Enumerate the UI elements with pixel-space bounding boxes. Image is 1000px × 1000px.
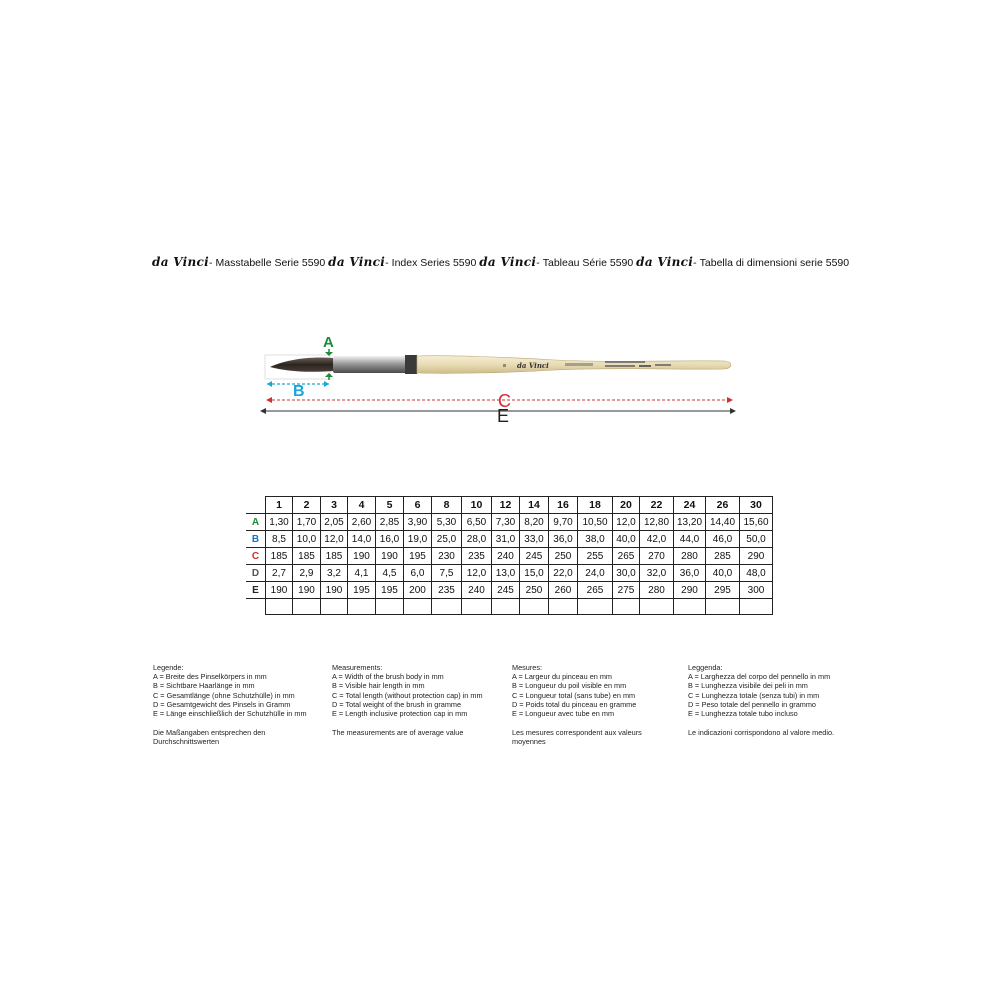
table-cell: 195 bbox=[376, 582, 404, 599]
legend-line: C = Total length (without protection cap) in mm bbox=[332, 690, 483, 700]
table-cell: 280 bbox=[674, 548, 706, 565]
table-cell: 3,90 bbox=[404, 514, 432, 531]
row-label: B bbox=[246, 531, 266, 548]
table-row bbox=[246, 582, 773, 599]
table-cell: 190 bbox=[348, 548, 376, 565]
table-cell: 230 bbox=[432, 548, 462, 565]
table-cell: 44,0 bbox=[674, 531, 706, 548]
table-cell-empty bbox=[640, 599, 674, 615]
table-cell: 30,0 bbox=[613, 565, 640, 582]
table-cell: 14,40 bbox=[706, 514, 740, 531]
table-cell: 28,0 bbox=[462, 531, 492, 548]
label-c: C bbox=[498, 391, 511, 411]
size-header-cell: 16 bbox=[549, 497, 578, 514]
legend-line: A = Largeur du pinceau en mm bbox=[512, 672, 612, 682]
size-table bbox=[246, 496, 773, 615]
table-cell: 260 bbox=[549, 582, 578, 599]
table-cell-empty bbox=[404, 599, 432, 615]
table-cell: 185 bbox=[293, 548, 321, 565]
table-cell: 245 bbox=[492, 582, 520, 599]
table-cell: 40,0 bbox=[613, 531, 640, 548]
row-label: E bbox=[246, 582, 266, 599]
table-cell: 2,05 bbox=[321, 514, 348, 531]
legend-line: A = Width of the brush body in mm bbox=[332, 672, 444, 682]
table-cell: 15,0 bbox=[520, 565, 549, 582]
legend-fr bbox=[512, 663, 682, 747]
brush-hair bbox=[270, 358, 333, 372]
table-cell: 280 bbox=[640, 582, 674, 599]
legend-title: Legende: bbox=[153, 663, 184, 672]
table-cell: 16,0 bbox=[376, 531, 404, 548]
davinci-logo: da Vinci bbox=[636, 255, 694, 269]
size-header-cell: 18 bbox=[578, 497, 613, 514]
table-cell-empty bbox=[492, 599, 520, 615]
size-header-cell: 6 bbox=[404, 497, 432, 514]
title-de: Masstabelle Serie 5590 bbox=[215, 257, 326, 269]
table-cell: 42,0 bbox=[640, 531, 674, 548]
size-header-cell: 5 bbox=[376, 497, 404, 514]
table-cell: 250 bbox=[520, 582, 549, 599]
size-header-cell: 26 bbox=[706, 497, 740, 514]
brush-diagram bbox=[255, 325, 755, 430]
legend-line: A = Larghezza del corpo del pennello in mm bbox=[688, 672, 831, 682]
legend-line: C = Lunghezza totale (senza tubi) in mm bbox=[688, 690, 820, 700]
table-cell: 40,0 bbox=[706, 565, 740, 582]
table-corner bbox=[246, 497, 266, 514]
table-cell: 46,0 bbox=[706, 531, 740, 548]
legend-line: B = Visible hair length in mm bbox=[332, 681, 425, 691]
table-cell: 4,1 bbox=[348, 565, 376, 582]
table-cell: 240 bbox=[492, 548, 520, 565]
table-row bbox=[246, 531, 773, 548]
table-cell-empty bbox=[348, 599, 376, 615]
legend-note: Les mesures correspondent aux valeurs moyennes bbox=[512, 728, 642, 747]
table-cell: 15,60 bbox=[740, 514, 773, 531]
table-cell: 190 bbox=[293, 582, 321, 599]
legend-title: Measurements: bbox=[332, 663, 383, 672]
size-header-cell: 22 bbox=[640, 497, 674, 514]
table-cell: 36,0 bbox=[549, 531, 578, 548]
table-cell: 38,0 bbox=[578, 531, 613, 548]
table-cell: 24,0 bbox=[578, 565, 613, 582]
table-row bbox=[246, 548, 773, 565]
size-header-cell: 3 bbox=[321, 497, 348, 514]
table-cell: 250 bbox=[549, 548, 578, 565]
header-title-line: da Vinci- Masstabelle Serie 5590 da Vinci- Index Series 5590 da Vinci- Tableau Série 5590 da Vinci- Tabella di dimensioni serie 5590 bbox=[152, 255, 850, 269]
table-cell: 13,0 bbox=[492, 565, 520, 582]
legend-line: E = Länge einschließlich der Schutzhülle in mm bbox=[153, 709, 307, 719]
legend-note: Le indicazioni corrispondono al valore medio. bbox=[688, 728, 835, 738]
table-cell: 8,5 bbox=[266, 531, 293, 548]
size-header-cell: 12 bbox=[492, 497, 520, 514]
table-cell: 4,5 bbox=[376, 565, 404, 582]
legend-line: C = Gesamtlänge (ohne Schutzhülle) in mm bbox=[153, 690, 295, 700]
table-cell: 1,70 bbox=[293, 514, 321, 531]
row-label: A bbox=[246, 514, 266, 531]
legend-it bbox=[688, 663, 858, 737]
table-cell: 240 bbox=[462, 582, 492, 599]
legend-line: B = Lunghezza visibile dei peli in mm bbox=[688, 681, 808, 691]
table-cell-empty bbox=[613, 599, 640, 615]
table-cell: 25,0 bbox=[432, 531, 462, 548]
table-cell: 5,30 bbox=[432, 514, 462, 531]
size-header-cell: 14 bbox=[520, 497, 549, 514]
table-cell: 200 bbox=[404, 582, 432, 599]
label-a: A bbox=[323, 334, 334, 351]
table-cell: 6,0 bbox=[404, 565, 432, 582]
table-cell: 245 bbox=[520, 548, 549, 565]
table-cell: 285 bbox=[706, 548, 740, 565]
table-cell: 2,60 bbox=[348, 514, 376, 531]
size-header-row bbox=[246, 497, 773, 514]
legend-line: C = Longueur total (sans tube) en mm bbox=[512, 690, 636, 700]
legend-de bbox=[153, 663, 323, 747]
table-cell: 265 bbox=[613, 548, 640, 565]
davinci-logo: da Vinci bbox=[479, 255, 537, 269]
table-cell-empty bbox=[462, 599, 492, 615]
table-cell: 12,0 bbox=[321, 531, 348, 548]
table-cell: 32,0 bbox=[640, 565, 674, 582]
size-header-cell: 10 bbox=[462, 497, 492, 514]
table-cell: 12,80 bbox=[640, 514, 674, 531]
table-cell-empty bbox=[706, 599, 740, 615]
table-cell-empty bbox=[432, 599, 462, 615]
size-header-cell: 8 bbox=[432, 497, 462, 514]
table-cell: 7,5 bbox=[432, 565, 462, 582]
legend-line: D = Total weight of the brush in gramme bbox=[332, 699, 462, 709]
row-label: D bbox=[246, 565, 266, 582]
table-cell-empty bbox=[520, 599, 549, 615]
brush-ferrule bbox=[333, 356, 415, 373]
size-header-cell: 30 bbox=[740, 497, 773, 514]
table-cell: 195 bbox=[404, 548, 432, 565]
title-it: Tabella di dimensioni serie 5590 bbox=[699, 257, 850, 269]
table-cell: 290 bbox=[740, 548, 773, 565]
table-cell: 275 bbox=[613, 582, 640, 599]
table-row bbox=[246, 514, 773, 531]
table-cell: 36,0 bbox=[674, 565, 706, 582]
table-cell-empty bbox=[293, 599, 321, 615]
davinci-logo: da Vinci bbox=[152, 255, 209, 269]
table-cell: 190 bbox=[266, 582, 293, 599]
table-cell-empty bbox=[266, 599, 293, 615]
table-cell-empty bbox=[740, 599, 773, 615]
table-cell: 190 bbox=[321, 582, 348, 599]
size-header-cell: 2 bbox=[293, 497, 321, 514]
table-cell: 235 bbox=[432, 582, 462, 599]
table-cell: 185 bbox=[321, 548, 348, 565]
table-cell: 1,30 bbox=[266, 514, 293, 531]
table-cell: 50,0 bbox=[740, 531, 773, 548]
legend-title: Leggenda: bbox=[688, 663, 723, 672]
table-row bbox=[246, 565, 773, 582]
davinci-logo: da Vinci bbox=[328, 255, 386, 269]
table-cell: 265 bbox=[578, 582, 613, 599]
table-cell: 190 bbox=[376, 548, 404, 565]
table-cell: 12,0 bbox=[613, 514, 640, 531]
table-cell: 10,50 bbox=[578, 514, 613, 531]
legend-line: D = Peso totale del pennello in grammo bbox=[688, 699, 816, 709]
table-cell: 33,0 bbox=[520, 531, 549, 548]
table-cell: 300 bbox=[740, 582, 773, 599]
legend-note: The measurements are of average value bbox=[332, 728, 464, 738]
table-cell: 22,0 bbox=[549, 565, 578, 582]
legend-line: E = Length inclusive protection cap in mm bbox=[332, 709, 468, 719]
table-cell: 2,7 bbox=[266, 565, 293, 582]
size-header-cell: 1 bbox=[266, 497, 293, 514]
handle-imprint-logo: da Vinci bbox=[517, 361, 549, 370]
table-cell: 31,0 bbox=[492, 531, 520, 548]
table-cell: 7,30 bbox=[492, 514, 520, 531]
table-cell-empty bbox=[246, 599, 266, 615]
table-cell: 12,0 bbox=[462, 565, 492, 582]
table-cell: 2,85 bbox=[376, 514, 404, 531]
table-cell: 14,0 bbox=[348, 531, 376, 548]
legend-line: A = Breite des Pinselkörpers in mm bbox=[153, 672, 267, 682]
table-cell-empty bbox=[578, 599, 613, 615]
table-cell: 6,50 bbox=[462, 514, 492, 531]
legend-line: E = Longueur avec tube en mm bbox=[512, 709, 615, 719]
table-cell-empty bbox=[321, 599, 348, 615]
label-b: B bbox=[293, 383, 305, 400]
legend-en bbox=[332, 663, 502, 737]
size-header-cell: 20 bbox=[613, 497, 640, 514]
legend-line: B = Longueur du poil visible en mm bbox=[512, 681, 627, 691]
title-fr: Tableau Série 5590 bbox=[542, 257, 634, 269]
table-cell-empty bbox=[549, 599, 578, 615]
table-cell: 195 bbox=[348, 582, 376, 599]
legend-note: Die Maßangaben entsprechen den Durchschnittswerten bbox=[153, 728, 266, 747]
legend-line: D = Gesamtgewicht des Pinsels in Gramm bbox=[153, 699, 291, 709]
table-cell: 10,0 bbox=[293, 531, 321, 548]
size-header-cell: 24 bbox=[674, 497, 706, 514]
title-en: Index Series 5590 bbox=[391, 257, 477, 269]
table-cell: 8,20 bbox=[520, 514, 549, 531]
legend-line: E = Lunghezza totale tubo incluso bbox=[688, 709, 798, 719]
table-cell-empty bbox=[674, 599, 706, 615]
table-cell: 9,70 bbox=[549, 514, 578, 531]
table-cell: 270 bbox=[640, 548, 674, 565]
table-cell: 2,9 bbox=[293, 565, 321, 582]
legend-title: Mesures: bbox=[512, 663, 543, 672]
table-cell: 290 bbox=[674, 582, 706, 599]
size-header-cell: 4 bbox=[348, 497, 376, 514]
legend-line: D = Poids total du pinceau en gramme bbox=[512, 699, 637, 709]
legend-line: B = Sichtbare Haarlänge in mm bbox=[153, 681, 255, 691]
table-cell: 185 bbox=[266, 548, 293, 565]
table-cell: 255 bbox=[578, 548, 613, 565]
table-cell: 19,0 bbox=[404, 531, 432, 548]
table-cell: 13,20 bbox=[674, 514, 706, 531]
table-cell: 235 bbox=[462, 548, 492, 565]
table-row-empty bbox=[246, 599, 773, 615]
table-cell: 48,0 bbox=[740, 565, 773, 582]
table-cell: 295 bbox=[706, 582, 740, 599]
table-cell: 3,2 bbox=[321, 565, 348, 582]
label-e: E bbox=[497, 406, 510, 426]
table-cell-empty bbox=[376, 599, 404, 615]
row-label: C bbox=[246, 548, 266, 565]
